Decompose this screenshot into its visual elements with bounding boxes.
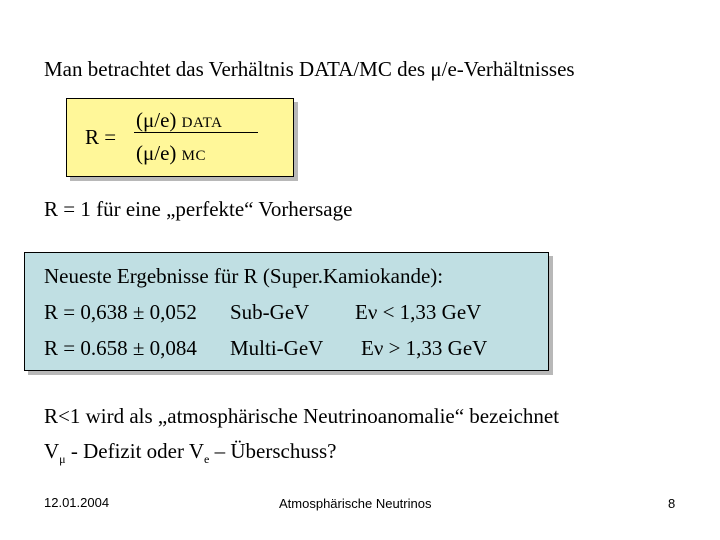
perfect-prediction-text: R = 1 für eine „perfekte“ Vorhersage bbox=[44, 197, 353, 221]
conclusion-end: – Überschuss? bbox=[209, 439, 337, 463]
footer-date: 12.01.2004 bbox=[44, 495, 110, 510]
conclusion-line-1: R<1 wird als „atmosphärische Neutrinoanomalie“ bezeichnet bbox=[44, 404, 560, 428]
result-row-type: Sub-GeV bbox=[230, 300, 310, 324]
neutrino-flavor-sub: e bbox=[204, 452, 210, 466]
result-row-energy: Eν < 1,33 GeV bbox=[355, 300, 482, 324]
result-row-value: R = 0.658 ± 0,084 bbox=[44, 336, 197, 360]
conclusion-line-2 bbox=[44, 439, 336, 464]
neutrino-symbol: V bbox=[44, 439, 60, 463]
denominator-expr: (μ/e) bbox=[136, 141, 177, 165]
neutrino-flavor-sub: μ bbox=[59, 452, 66, 466]
result-row-energy: Eν > 1,33 GeV bbox=[361, 336, 488, 360]
numerator-expr: (μ/e) bbox=[136, 108, 177, 132]
denominator-label: MC bbox=[181, 148, 206, 164]
formula-denominator bbox=[136, 141, 206, 166]
footer-title: Atmosphärische Neutrinos bbox=[279, 496, 432, 511]
result-row-type: Multi-GeV bbox=[230, 336, 324, 360]
intro-text: Man betrachtet das Verhältnis DATA/MC des μ/e-Verhältnisses bbox=[44, 57, 575, 81]
result-row-value: R = 0,638 ± 0,052 bbox=[44, 300, 197, 324]
numerator-label: DATA bbox=[181, 115, 223, 131]
footer-page-number: 8 bbox=[668, 496, 676, 511]
fraction-bar bbox=[134, 132, 258, 133]
formula-lhs: R = bbox=[85, 125, 117, 149]
results-heading: Neueste Ergebnisse für R (Super.Kamiokande): bbox=[44, 264, 444, 288]
formula-numerator bbox=[136, 108, 222, 133]
conclusion-mid: - Defizit oder V bbox=[65, 439, 205, 463]
